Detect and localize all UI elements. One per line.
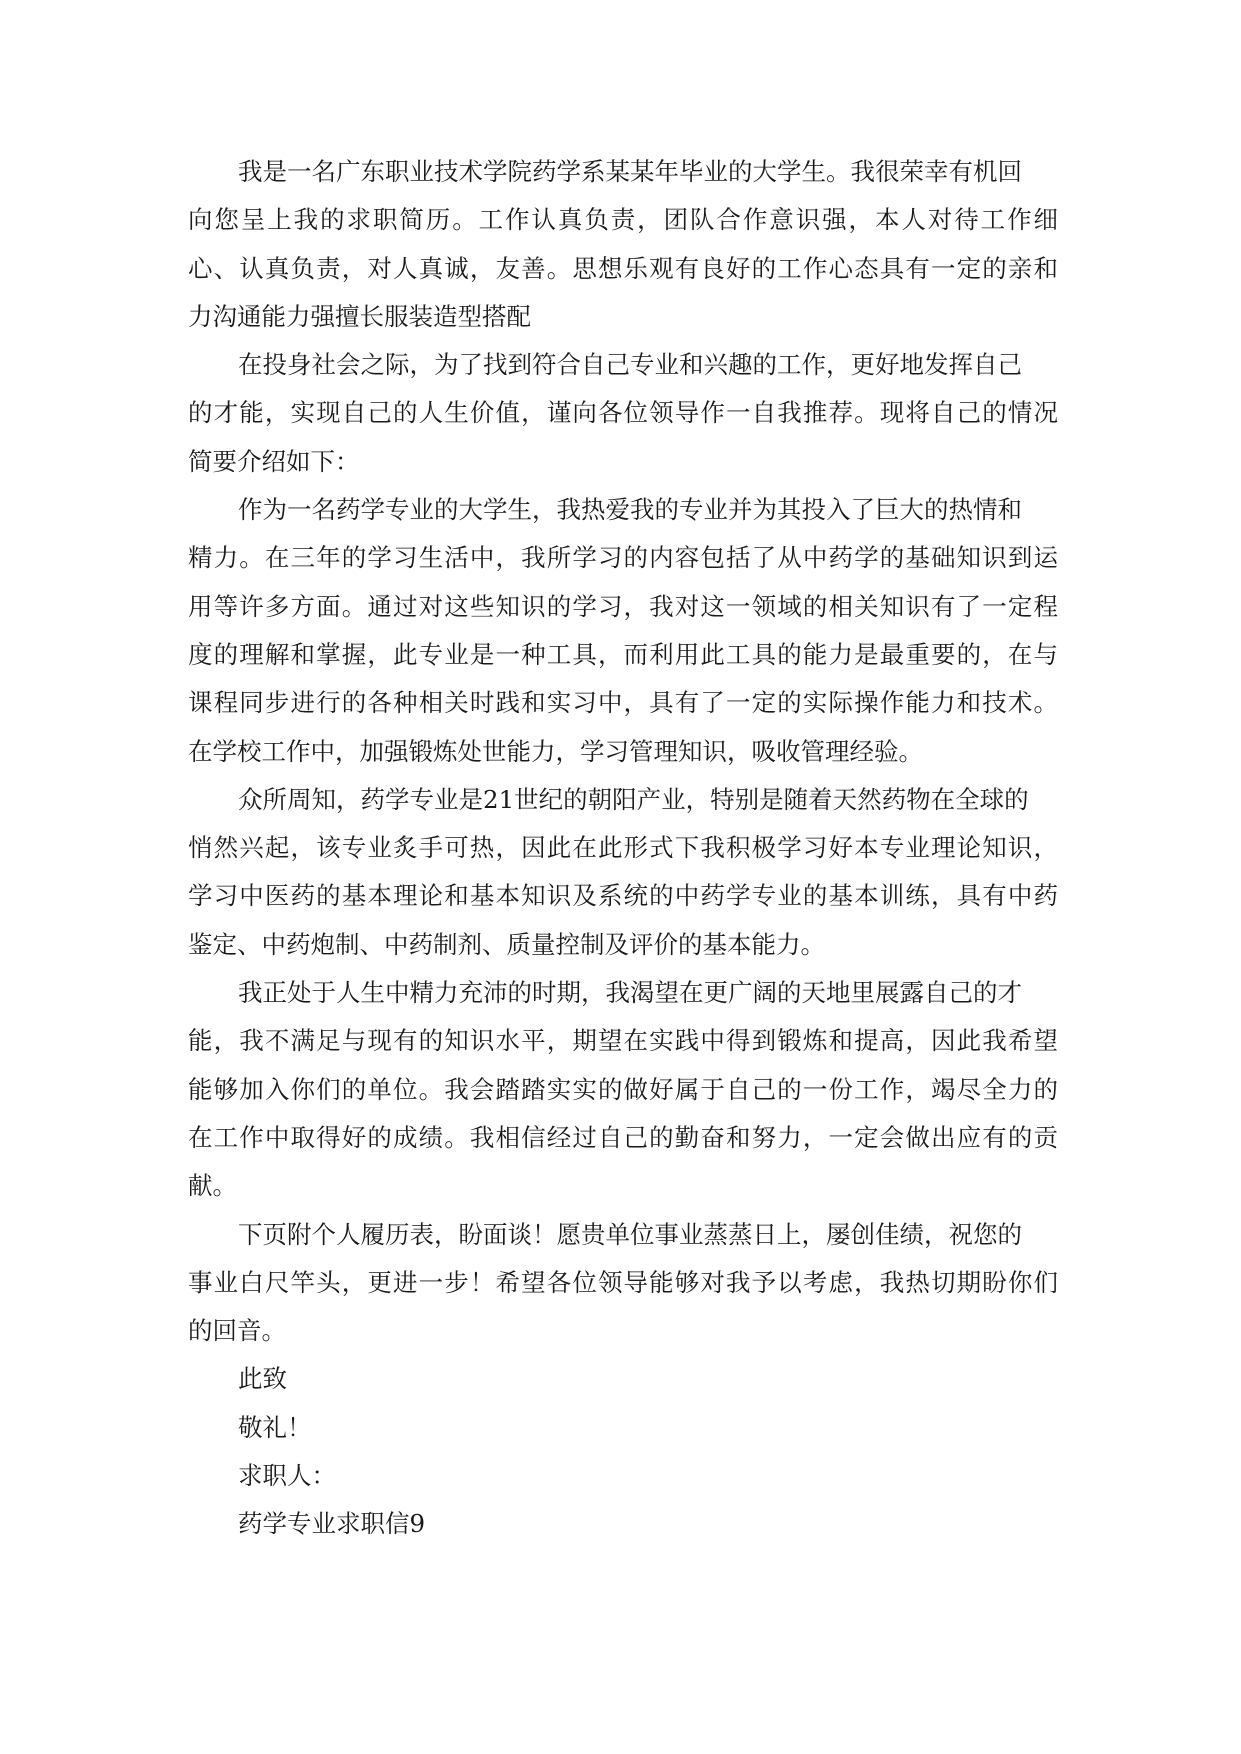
text-line: 用等许多方面。通过对这些知识的学习，我对这一领域的相关知识有了一定程 [188, 591, 1058, 621]
text-line: 鉴定、中药炮制、中药制剂、质量控制及评价的基本能力。 [188, 929, 825, 959]
text-line: 课程同步进行的各种相关时践和实习中，具有了一定的实际操作能力和技术。 [188, 688, 1058, 718]
text-line: 向您呈上我的求职简历。工作认真负责，团队合作意识强，本人对待工作细 [188, 205, 1058, 235]
text-line: 心、认真负责，对人真诚，友善。思想乐观有良好的工作心态具有一定的亲和 [188, 253, 1058, 283]
text-line: 精力。在三年的学习生活中，我所学习的内容包括了从中药学的基础知识到运 [188, 543, 1058, 573]
text-line: 的回音。 [188, 1316, 286, 1346]
next-section-title: 药学专业求职信9 [238, 1509, 426, 1539]
closing-salutation: 此致 [238, 1364, 287, 1394]
text-line: 献。 [188, 1171, 237, 1201]
text-line: 众所周知，药学专业是21世纪的朝阳产业，特别是随着天然药物在全球的 [238, 784, 1029, 814]
text-line: 力沟通能力强擅长服装造型搭配 [188, 301, 531, 331]
text-line: 在学校工作中，加强锻炼处世能力，学习管理知识，吸收管理经验。 [188, 736, 923, 766]
text-line: 学习中医药的基本理论和基本知识及系统的中药学专业的基本训练，具有中药 [188, 881, 1058, 911]
text-line: 在工作中取得好的成绩。我相信经过自己的勤奋和努力，一定会做出应有的贡 [188, 1122, 1058, 1152]
letter-body [188, 148, 1058, 1549]
text-line: 能，我不满足与现有的知识水平，期望在实践中得到锻炼和提高，因此我希望 [188, 1026, 1058, 1056]
applicant-signature-label: 求职人： [238, 1461, 336, 1491]
text-line: 事业白尺竿头，更进一步！希望各位领导能够对我予以考虑，我热切期盼你们 [188, 1267, 1058, 1297]
text-line: 简要介绍如下： [188, 446, 360, 476]
text-line: 我是一名广东职业技术学院药学系某某年毕业的大学生。我很荣幸有机回 [238, 157, 1022, 186]
text-line: 在投身社会之际，为了找到符合自己专业和兴趣的工作，更好地发挥自己 [238, 350, 1022, 380]
text-line: 度的理解和掌握，此专业是一种工具，而利用此工具的能力是最重要的，在与 [188, 639, 1058, 669]
text-line: 悄然兴起，该专业炙手可热，因此在此形式下我积极学习好本专业理论知识， [188, 833, 1058, 863]
closing-regards: 敬礼！ [238, 1412, 312, 1442]
text-line: 能够加入你们的单位。我会踏踏实实的做好属于自己的一份工作，竭尽全力的 [188, 1074, 1058, 1104]
text-line: 作为一名药学专业的大学生，我热爱我的专业并为其投入了巨大的热情和 [238, 495, 1022, 525]
text-line: 的才能，实现自己的人生价值，谨向各位领导作一自我推荐。现将自己的情况 [188, 398, 1058, 428]
text-line: 我正处于人生中精力充沛的时期，我渴望在更广阔的天地里展露自己的才 [238, 978, 1022, 1008]
text-line: 下页附个人履历表，盼面谈！愿贵单位事业蒸蒸日上，屡创佳绩，祝您的 [238, 1219, 1022, 1249]
